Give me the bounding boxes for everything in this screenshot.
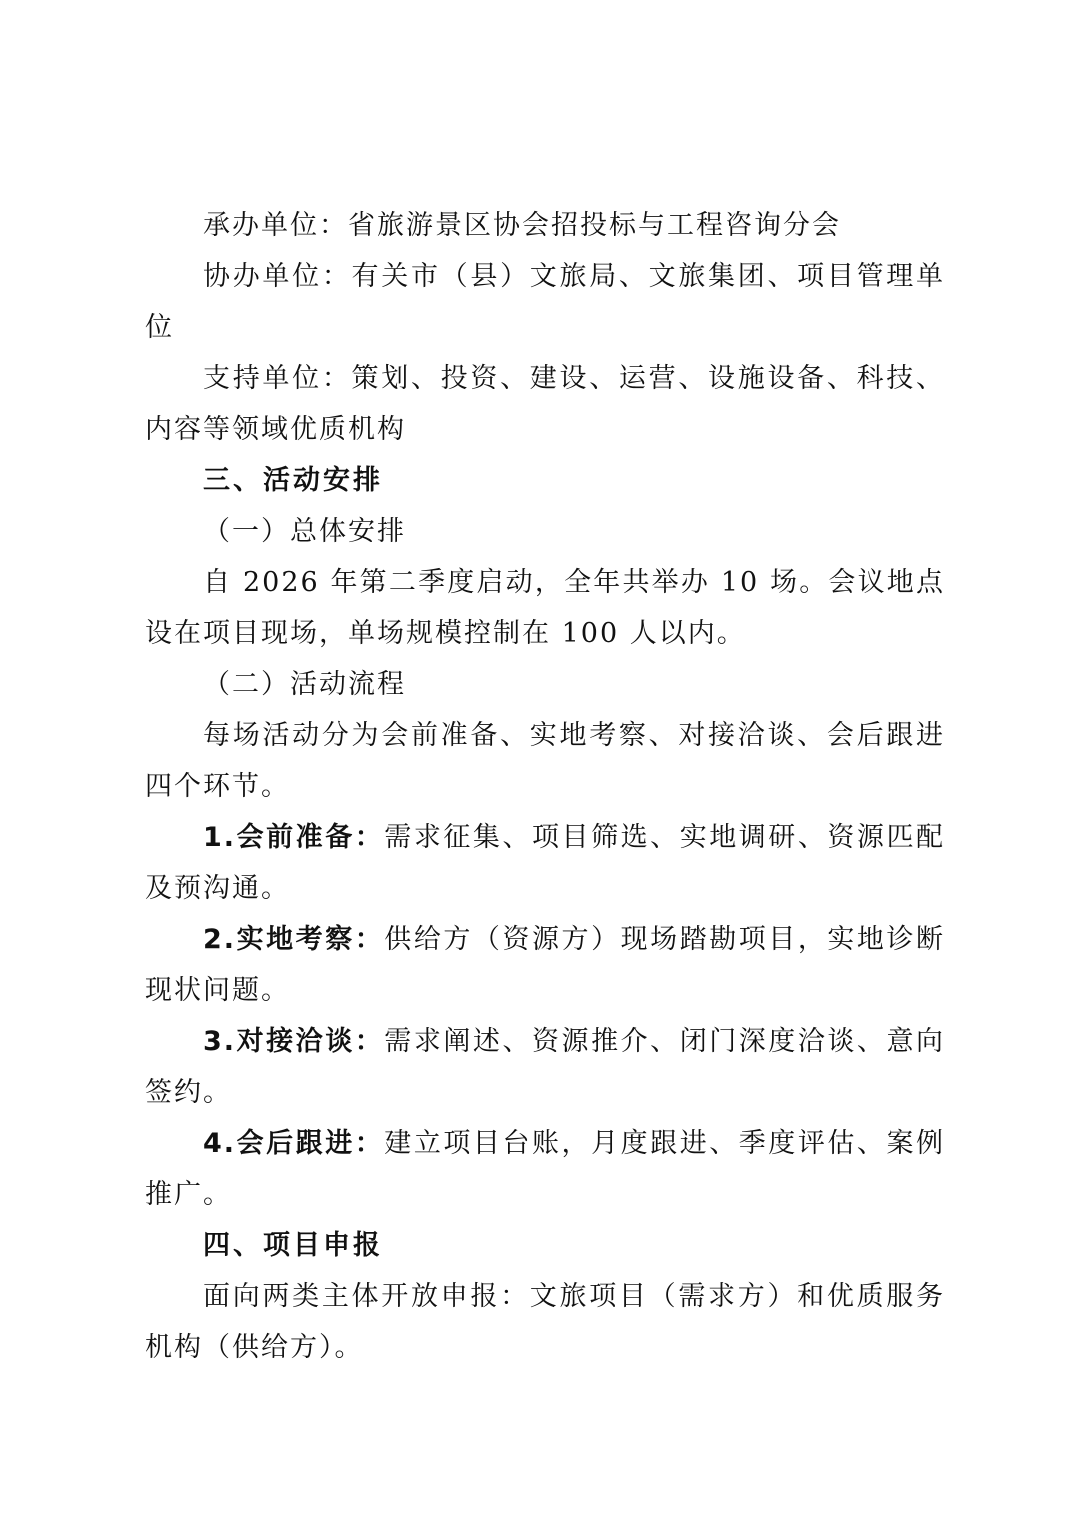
process-item-2-label: 2.实地考察： [203, 924, 385, 955]
organizer-line [145, 200, 945, 251]
process-item-2 [145, 914, 945, 1016]
process-item-1-text: 需求征集、项目筛选、实地调研、资源匹配及预沟通。 [145, 822, 946, 904]
section-3-heading: 三、活动安排 [203, 465, 383, 496]
co-organizer-line [145, 251, 945, 353]
co-organizer-text: 有关市（县）文旅局、文旅集团、项目管理单位 [145, 261, 946, 343]
process-item-4-label: 4.会后跟进： [203, 1128, 385, 1159]
section-4-heading: 四、项目申报 [203, 1230, 383, 1261]
process-item-3-text: 需求阐述、资源推介、闭门深度洽谈、意向签约。 [145, 1026, 946, 1108]
process-item-1 [145, 812, 945, 914]
subsection-process-heading: （二）活动流程 [203, 669, 406, 700]
supporter-line [145, 353, 945, 455]
process-item-2-text: 供给方（资源方）现场踏勘项目，实地诊断现状问题。 [145, 924, 946, 1006]
document-body [145, 200, 945, 1373]
process-item-1-label: 1.会前准备： [203, 822, 385, 853]
overall-arrangement-paragraph: 自 2026 年第二季度启动，全年共举办 10 场。会议地点设在项目现场，单场规模控制在 100 人以内。 [145, 567, 945, 649]
process-item-4-text: 建立项目台账，月度跟进、季度评估、案例推广。 [145, 1128, 946, 1210]
supporter-text: 策划、投资、建设、运营、设施设备、科技、内容等领域优质机构 [145, 363, 946, 445]
organizer-text: 省旅游景区协会招投标与工程咨询分会 [348, 210, 841, 241]
process-item-3 [145, 1016, 945, 1118]
subsection-overall-heading: （一）总体安排 [203, 516, 406, 547]
co-organizer-label: 协办单位： [203, 261, 352, 292]
project-application-paragraph: 面向两类主体开放申报：文旅项目（需求方）和优质服务机构（供给方）。 [145, 1281, 945, 1363]
process-item-4 [145, 1118, 945, 1220]
organizer-label: 承办单位： [203, 210, 348, 241]
process-item-3-label: 3.对接洽谈： [203, 1026, 385, 1057]
process-intro-paragraph: 每场活动分为会前准备、实地考察、对接洽谈、会后跟进四个环节。 [145, 720, 945, 802]
supporter-label: 支持单位： [203, 363, 352, 394]
